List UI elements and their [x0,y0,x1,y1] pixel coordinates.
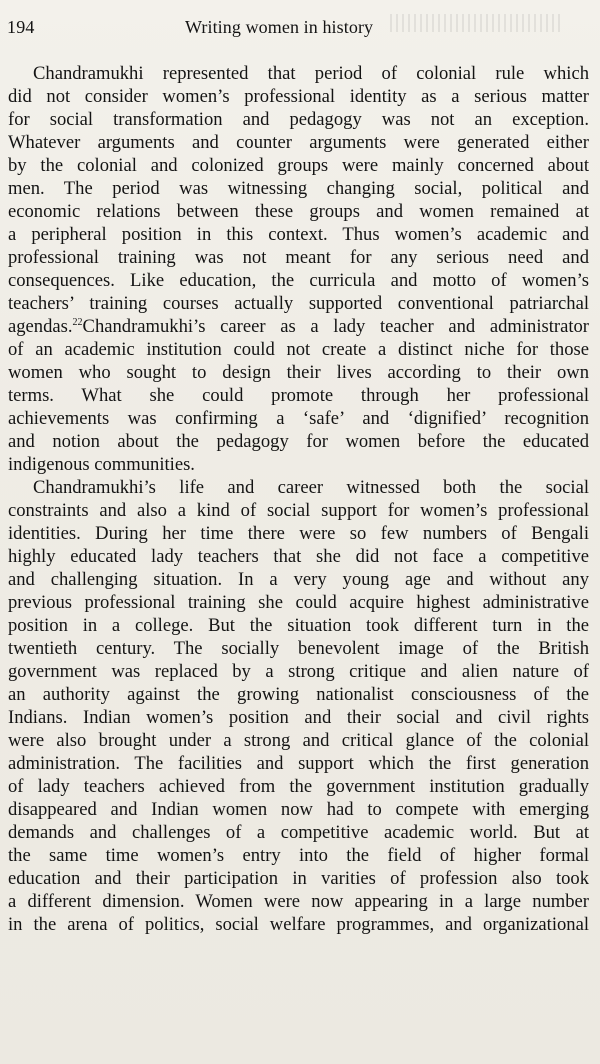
text-line: achievements was confirming a ‘safe’ and ‘dignified’ recognition [8,408,589,429]
text-line: Whatever arguments and counter arguments were generated either [8,132,589,153]
paragraph-1 [8,62,589,476]
text-line: highly educated lady teachers that she did not face a competitive [8,546,589,567]
text-line: education and their participation in varities of profession also took [8,868,589,889]
footnote-reference[interactable]: 22 [72,316,83,328]
text-line: were also brought under a strong and critical glance of the colonial [8,730,589,751]
paragraph-2 [8,476,589,936]
running-head: Writing women in history [185,17,374,37]
text-line: Indians. Indian women’s position and their social and civil rights [8,707,589,728]
text-line: by the colonial and colonized groups were mainly concerned about [8,155,589,176]
text-line: the same time women’s entry into the field of higher formal [8,845,589,866]
body-text [8,62,589,936]
text-line: twentieth century. The socially benevolent image of the British [8,638,589,659]
text-line: for social transformation and pedagogy was not an exception. [8,109,589,130]
text-line: and challenging situation. In a very young age and without any [8,569,589,590]
page-header [0,14,600,40]
text-line-with-footnote [8,315,589,338]
text-line: an authority against the growing nationalist consciousness of the [8,684,589,705]
text-line: women who sought to design their lives according to their own [8,362,589,383]
text-line: identities. During her time there were so few numbers of Bengali [8,523,589,544]
text-line: a peripheral position in this context. Thus women’s academic and [8,224,589,245]
text-line: of lady teachers achieved from the government institution gradually [8,776,589,797]
text-line: position in a college. But the situation took different turn in the [8,615,589,636]
text-line: did not consider women’s professional identity as a serious matter [8,86,589,107]
text-line: indigenous communities. [8,454,195,475]
text-line: a different dimension. Women were now appearing in a large number [8,891,589,912]
text-line: consequences. Like education, the curricula and motto of women’s [8,270,589,291]
text-fragment: Chandramukhi’s career as a lady teacher and administrator [82,316,589,337]
text-line: teachers’ training courses actually supported conventional patriarchal [8,293,589,314]
text-line: Chandramukhi’s life and career witnessed both the social [33,477,589,498]
text-line: terms. What she could promote through her professional [8,385,589,406]
page-number: 194 [7,17,35,37]
text-line: government was replaced by a strong critique and alien nature of [8,661,589,682]
text-line: professional training was not meant for any serious need and [8,247,589,268]
text-line: of an academic institution could not create a distinct niche for those [8,339,589,360]
text-line: disappeared and Indian women now had to compete with emerging [8,799,589,820]
text-line: and notion about the pedagogy for women before the educated [8,431,589,452]
text-line: demands and challenges of a competitive academic world. But at [8,822,589,843]
text-line: in the arena of politics, social welfare programmes, and organizational [8,914,589,935]
text-line: administration. The facilities and support which the first generation [8,753,589,774]
text-line: previous professional training she could acquire highest administrative [8,592,589,613]
text-fragment: agendas. [8,316,73,337]
text-line: men. The period was witnessing changing social, political and [8,178,589,199]
text-line: economic relations between these groups and women remained at [8,201,589,222]
text-line: constraints and also a kind of social support for women’s professional [8,500,589,521]
text-line: Chandramukhi represented that period of colonial rule which [33,63,589,84]
